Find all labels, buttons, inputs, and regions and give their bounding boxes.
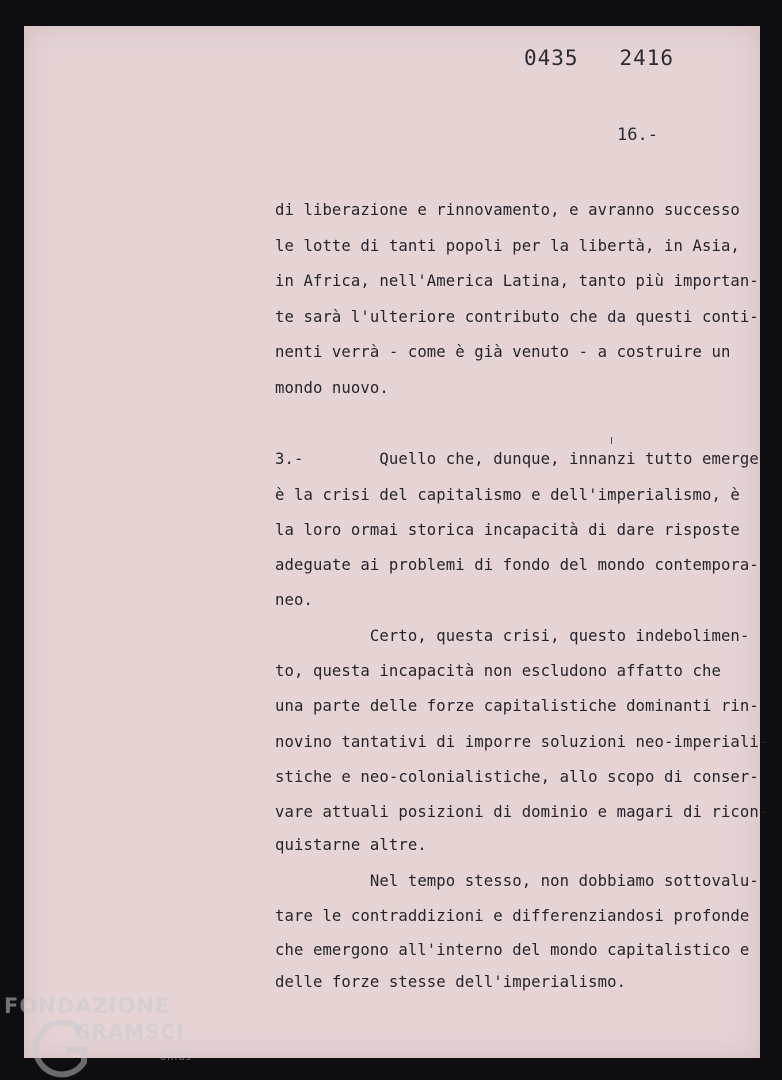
watermark-line2: GRAMSCI	[74, 1020, 185, 1044]
text-line: in Africa, nell'America Latina, tanto più importan-	[275, 272, 759, 290]
text-line: una parte delle forze capitalistiche dominanti rin-	[275, 697, 759, 715]
document-page	[24, 26, 760, 1058]
text-line: quistarne altre.	[275, 836, 427, 854]
page-number: 16.-	[617, 125, 658, 145]
text-line: Nel tempo stesso, non dobbiamo sottovalu-	[275, 872, 759, 890]
text-line: delle forze stesse dell'imperialismo.	[275, 973, 627, 991]
text-line: adeguate ai problemi di fondo del mondo contempora-	[275, 556, 759, 574]
text-line: è la crisi del capitalismo e dell'imperialismo, è	[275, 486, 740, 504]
text-line: te sarà l'ulteriore contributo che da questi conti-	[275, 308, 759, 326]
text-line: che emergono all'interno del mondo capitalistico e	[275, 941, 750, 959]
text-line: la loro ormai storica incapacità di dare risposte	[275, 521, 740, 539]
watermark-line1: FONDAZIONE	[4, 994, 171, 1018]
watermark-suffix: onlus	[160, 1052, 192, 1063]
document-number: 0435 2416	[524, 46, 675, 70]
text-line: to, questa incapacità non escludono affatto che	[275, 662, 721, 680]
text-line: di liberazione e rinnovamento, e avranno successo	[275, 201, 740, 219]
ink-mark	[611, 437, 612, 444]
text-line: mondo nuovo.	[275, 379, 389, 397]
fondazione-gramsci-watermark	[4, 992, 204, 1078]
text-line: Certo, questa crisi, questo indebolimen-	[275, 627, 750, 645]
text-line: neo.	[275, 591, 313, 609]
text-line: novino tantativi di imporre soluzioni neo-imperiali-	[275, 733, 769, 751]
text-line: le lotte di tanti popoli per la libertà, in Asia,	[275, 237, 740, 255]
text-line: nenti verrà - come è già venuto - a costruire un	[275, 343, 731, 361]
text-line: stiche e neo-colonialistiche, allo scopo di conser-	[275, 768, 759, 786]
text-line: 3.- Quello che, dunque, innanzi tutto emerge	[275, 450, 759, 468]
text-line: tare le contraddizioni e differenziandosi profonde	[275, 907, 750, 925]
text-line: vare attuali posizioni di dominio e magari di ricon-	[275, 803, 769, 821]
